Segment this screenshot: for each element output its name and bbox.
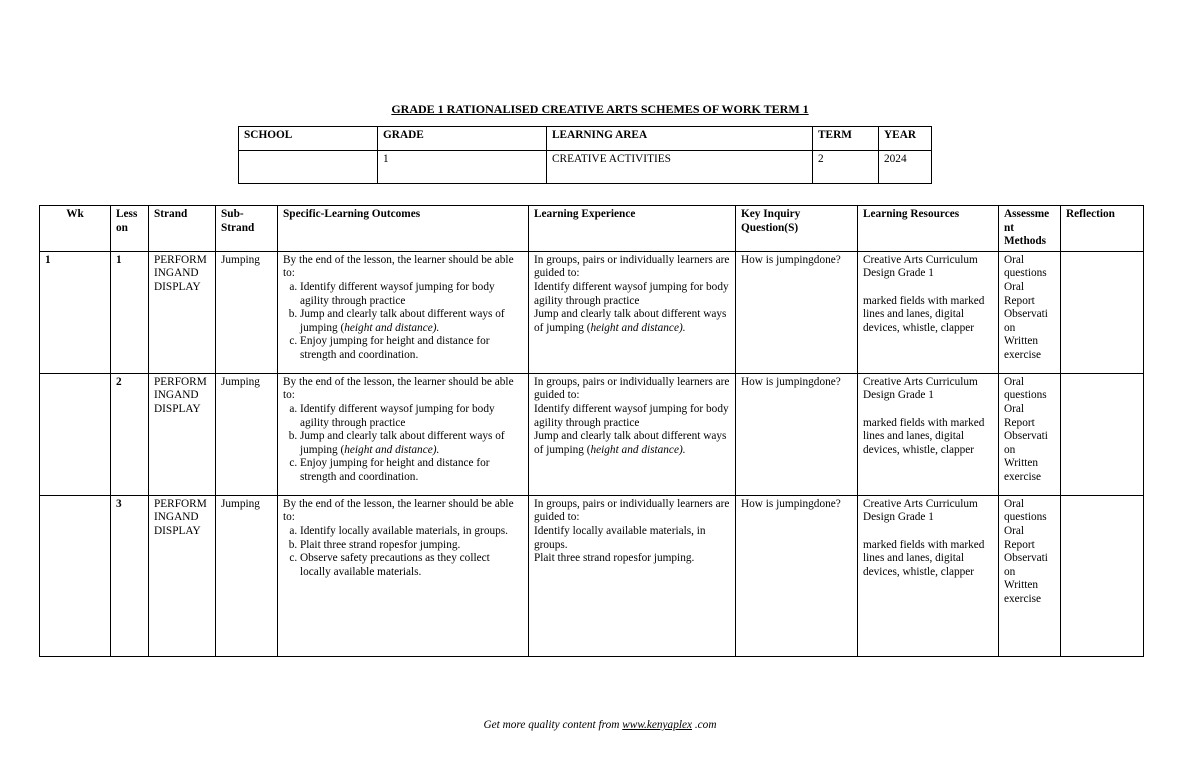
list-item: Identify different waysof jumping for body agility through practice	[534, 280, 729, 307]
list-item: c. Enjoy jumping for height and distance for strength and coordination.	[300, 335, 523, 362]
cell-wk: 1	[40, 251, 111, 373]
value-learning-area: CREATIVE ACTIVITIES	[547, 151, 813, 184]
table-row	[40, 251, 1144, 373]
footer-link[interactable]: www.kenyaplex	[622, 719, 693, 731]
outcomes-intro: By the end of the lesson, the learner should be able to:	[283, 375, 514, 402]
experience-intro: In groups, pairs or individually learners are guided to:	[534, 375, 730, 402]
list-item: c. Enjoy jumping for height and distance for strength and coordination.	[300, 457, 523, 484]
cell-lesson: 1	[111, 251, 149, 373]
cell-strand: PERFORM INGAND DISPLAY	[149, 251, 216, 373]
header-school: SCHOOL	[239, 127, 378, 151]
header-row	[40, 206, 1144, 252]
outcomes-intro: By the end of the lesson, the learner should be able to:	[283, 497, 514, 524]
cell-resources: Creative Arts Curriculum Design Grade 1 marked fields with marked lines and lanes, digital devices, whistle, clapper	[858, 373, 999, 495]
col-assessment: Assessme nt Methods	[999, 206, 1061, 252]
cell-experience	[529, 373, 736, 495]
cell-inquiry: How is jumpingdone?	[736, 251, 858, 373]
col-reflection: Reflection	[1061, 206, 1144, 252]
page-title: GRADE 1 RATIONALISED CREATIVE ARTS SCHEMES OF WORK TERM 1	[391, 102, 809, 116]
value-year: 2024	[879, 151, 932, 184]
cell-sub-strand: Jumping	[216, 251, 278, 373]
list-item: b. Plait three strand ropesfor jumping.	[300, 539, 523, 553]
header-learning-area: LEARNING AREA	[547, 127, 813, 151]
cell-assessment: Oral questions Oral Report Observati on Written exercise	[999, 495, 1061, 656]
cell-lesson: 3	[111, 495, 149, 656]
cell-wk	[40, 373, 111, 495]
footer-suffix: .com	[692, 719, 717, 731]
list-item: a. Identify locally available materials, in groups.	[300, 525, 523, 539]
outcomes-intro: By the end of the lesson, the learner should be able to:	[283, 253, 514, 280]
col-outcomes: Specific-Learning Outcomes	[278, 206, 529, 252]
list-item: Identify different waysof jumping for body agility through practice	[534, 402, 729, 429]
list-item: Jump and clearly talk about different ways of jumping (height and distance).	[534, 308, 727, 334]
col-inquiry: Key Inquiry Question(S)	[736, 206, 858, 252]
footer	[0, 719, 1200, 733]
list-item: b. Jump and clearly talk about different ways of jumping (height and distance).	[300, 308, 523, 335]
value-grade: 1	[378, 151, 547, 184]
cell-outcomes	[278, 373, 529, 495]
cell-reflection	[1061, 251, 1144, 373]
outcomes-list	[283, 525, 523, 579]
table-row	[40, 495, 1144, 656]
value-school	[239, 151, 378, 184]
cell-outcomes	[278, 251, 529, 373]
list-item: a. Identify different waysof jumping for body agility through practice	[300, 281, 523, 308]
header-term: TERM	[813, 127, 879, 151]
col-lesson: Less on	[111, 206, 149, 252]
cell-outcomes	[278, 495, 529, 656]
cell-strand: PERFORM INGAND DISPLAY	[149, 373, 216, 495]
cell-wk	[40, 495, 111, 656]
col-experience: Learning Experience	[529, 206, 736, 252]
cell-resources: Creative Arts Curriculum Design Grade 1 marked fields with marked lines and lanes, digital devices, whistle, clapper	[858, 251, 999, 373]
header-grade: GRADE	[378, 127, 547, 151]
header-year: YEAR	[879, 127, 932, 151]
cell-resources: Creative Arts Curriculum Design Grade 1 marked fields with marked lines and lanes, digital devices, whistle, clapper	[858, 495, 999, 656]
cell-experience	[529, 495, 736, 656]
col-resources: Learning Resources	[858, 206, 999, 252]
school-info-table	[238, 126, 932, 184]
cell-experience	[529, 251, 736, 373]
value-term: 2	[813, 151, 879, 184]
cell-assessment: Oral questions Oral Report Observati on Written exercise	[999, 373, 1061, 495]
list-item: b. Jump and clearly talk about different ways of jumping (height and distance).	[300, 430, 523, 457]
cell-sub-strand: Jumping	[216, 495, 278, 656]
cell-inquiry: How is jumpingdone?	[736, 495, 858, 656]
outcomes-list	[283, 281, 523, 363]
list-item: Jump and clearly talk about different ways of jumping (height and distance).	[534, 430, 727, 456]
cell-strand: PERFORM INGAND DISPLAY	[149, 495, 216, 656]
cell-reflection	[1061, 373, 1144, 495]
outcomes-list	[283, 403, 523, 485]
list-item: Plait three strand ropesfor jumping.	[534, 552, 695, 565]
cell-lesson: 2	[111, 373, 149, 495]
list-item: c. Observe safety precautions as they collect locally available materials.	[300, 552, 523, 579]
col-wk: Wk	[40, 206, 111, 252]
footer-text: Get more quality content from	[483, 719, 623, 731]
list-item: a. Identify different waysof jumping for body agility through practice	[300, 403, 523, 430]
col-strand: Strand	[149, 206, 216, 252]
scheme-of-work-table	[39, 205, 1144, 657]
experience-intro: In groups, pairs or individually learners are guided to:	[534, 253, 730, 280]
experience-intro: In groups, pairs or individually learners are guided to:	[534, 497, 730, 524]
cell-assessment: Oral questions Oral Report Observati on Written exercise	[999, 251, 1061, 373]
cell-sub-strand: Jumping	[216, 373, 278, 495]
cell-inquiry: How is jumpingdone?	[736, 373, 858, 495]
cell-reflection	[1061, 495, 1144, 656]
list-item: Identify locally available materials, in groups.	[534, 524, 706, 551]
col-sub-strand: Sub-Strand	[216, 206, 278, 252]
table-row	[40, 373, 1144, 495]
